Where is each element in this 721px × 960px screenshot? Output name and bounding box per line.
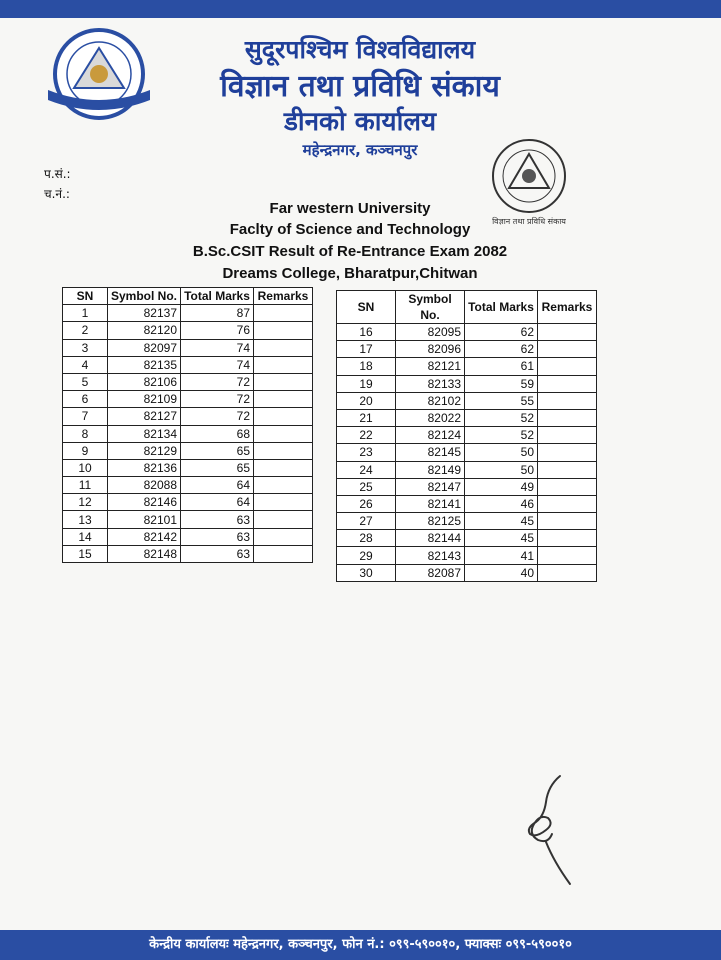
row-remarks [254,442,313,459]
row-symbol: 82097 [108,339,181,356]
row-sn: 6 [63,391,108,408]
table-row [337,375,597,392]
row-sn: 8 [63,425,108,442]
row-remarks [254,408,313,425]
table-row [337,513,597,530]
row-sn: 12 [63,494,108,511]
row-symbol: 82144 [396,530,465,547]
row-remarks [538,564,597,581]
row-symbol: 82146 [108,494,181,511]
row-sn: 30 [337,564,396,581]
table-row [337,564,597,581]
row-marks: 41 [465,547,538,564]
table-row [337,409,597,426]
row-symbol: 82125 [396,513,465,530]
row-sn: 4 [63,356,108,373]
row-symbol: 82133 [396,375,465,392]
row-sn: 25 [337,478,396,495]
header-location: महेन्द्रनगर, कञ्चनपुर [302,141,418,159]
header-office-name: डीनको कार्यालय [283,107,437,137]
row-marks: 45 [465,530,538,547]
row-marks: 50 [465,444,538,461]
row-marks: 63 [181,528,254,545]
row-symbol: 82136 [108,459,181,476]
col-remarks: Remarks [254,288,313,305]
row-remarks [254,459,313,476]
col-sn: SN [337,291,396,324]
table-row [337,495,597,512]
row-sn: 19 [337,375,396,392]
row-symbol: 82134 [108,425,181,442]
row-symbol: 82106 [108,373,181,390]
row-sn: 14 [63,528,108,545]
row-remarks [538,324,597,341]
row-sn: 5 [63,373,108,390]
table-2-body [337,324,597,582]
col-remarks: Remarks [538,291,597,324]
row-symbol: 82088 [108,477,181,494]
row-symbol: 82147 [396,478,465,495]
row-marks: 52 [465,427,538,444]
row-sn: 3 [63,339,108,356]
row-sn: 9 [63,442,108,459]
row-remarks [254,373,313,390]
row-remarks [538,513,597,530]
row-sn: 1 [63,305,108,322]
row-symbol: 82101 [108,511,181,528]
table-row [63,459,313,476]
row-marks: 64 [181,494,254,511]
col-sn: SN [63,288,108,305]
row-remarks [254,511,313,528]
reference-lines [44,164,71,204]
row-marks: 76 [181,322,254,339]
row-sn: 27 [337,513,396,530]
row-symbol: 82121 [396,358,465,375]
signature [518,772,578,887]
row-sn: 20 [337,392,396,409]
university-logo [44,26,154,126]
row-symbol: 82135 [108,356,181,373]
table-row [337,461,597,478]
row-symbol: 82109 [108,391,181,408]
row-marks: 65 [181,459,254,476]
table-row [63,339,313,356]
row-remarks [254,322,313,339]
row-marks: 65 [181,442,254,459]
table-row [63,494,313,511]
row-remarks [538,547,597,564]
row-symbol: 82148 [108,545,181,562]
title-university: Far western University [269,200,431,217]
row-sn: 15 [63,545,108,562]
row-remarks [538,478,597,495]
row-marks: 62 [465,324,538,341]
row-marks: 74 [181,339,254,356]
row-remarks [538,530,597,547]
row-sn: 21 [337,409,396,426]
row-remarks [538,409,597,426]
row-sn: 17 [337,341,396,358]
seal-text: विज्ञान तथा प्रविधि संकाय [492,217,566,226]
row-symbol: 82095 [396,324,465,341]
table-row [63,391,313,408]
table-row [337,324,597,341]
row-sn: 16 [337,324,396,341]
footer-contact: केन्द्रीय कार्यालयः महेन्द्रनगर, कञ्चनपुर, फोन नं.: ०९९-५९००१०, फ्याक्सः ०९९-५९००१० [0,930,721,960]
row-remarks [254,305,313,322]
ref-chn: च.नं.: [44,187,70,201]
row-marks: 45 [465,513,538,530]
row-sn: 28 [337,530,396,547]
row-symbol: 82141 [396,495,465,512]
row-marks: 63 [181,545,254,562]
row-marks: 61 [465,358,538,375]
ref-ps: प.सं.: [44,167,71,181]
row-symbol: 82096 [396,341,465,358]
header-faculty-name: विज्ञान तथा प्रविधि संकाय [220,69,500,104]
table-row [63,545,313,562]
row-marks: 72 [181,391,254,408]
row-marks: 55 [465,392,538,409]
row-symbol: 82127 [108,408,181,425]
col-symbol: Symbol No. [108,288,181,305]
row-remarks [538,444,597,461]
row-marks: 74 [181,356,254,373]
row-symbol: 82145 [396,444,465,461]
row-marks: 49 [465,478,538,495]
row-symbol: 82022 [396,409,465,426]
table-row [337,392,597,409]
row-remarks [538,358,597,375]
row-marks: 62 [465,341,538,358]
row-marks: 72 [181,373,254,390]
row-marks: 46 [465,495,538,512]
row-remarks [538,495,597,512]
row-remarks [254,425,313,442]
row-sn: 13 [63,511,108,528]
row-remarks [254,339,313,356]
top-color-bar [0,0,721,18]
row-symbol: 82124 [396,427,465,444]
table-row [337,444,597,461]
table-row [337,478,597,495]
table-row [63,305,313,322]
row-symbol: 82120 [108,322,181,339]
table-row [63,477,313,494]
row-sn: 22 [337,427,396,444]
row-symbol: 82137 [108,305,181,322]
row-sn: 2 [63,322,108,339]
row-marks: 64 [181,477,254,494]
row-remarks [538,461,597,478]
table-row [63,511,313,528]
col-marks: Total Marks [465,291,538,324]
row-marks: 40 [465,564,538,581]
row-marks: 63 [181,511,254,528]
row-remarks [254,477,313,494]
row-remarks [538,375,597,392]
table-row [337,427,597,444]
row-remarks [254,528,313,545]
row-sn: 29 [337,547,396,564]
table-row [337,547,597,564]
row-symbol: 82102 [396,392,465,409]
col-marks: Total Marks [181,288,254,305]
table-row [63,408,313,425]
table-row [63,425,313,442]
row-sn: 11 [63,477,108,494]
row-sn: 7 [63,408,108,425]
row-marks: 87 [181,305,254,322]
row-sn: 26 [337,495,396,512]
row-remarks [254,356,313,373]
row-remarks [254,494,313,511]
col-symbol: Symbol No. [396,291,465,324]
table-row [63,528,313,545]
table-1-body [63,305,313,563]
row-sn: 24 [337,461,396,478]
title-college: Dreams College, Bharatpur,Chitwan [222,265,478,282]
table-row [63,356,313,373]
table-row [63,373,313,390]
row-marks: 50 [465,461,538,478]
row-symbol: 82142 [108,528,181,545]
row-marks: 68 [181,425,254,442]
row-marks: 59 [465,375,538,392]
row-symbol: 82087 [396,564,465,581]
row-marks: 72 [181,408,254,425]
table-row [337,358,597,375]
row-symbol: 82149 [396,461,465,478]
results-table-2 [336,290,597,582]
title-exam: B.Sc.CSIT Result of Re-Entrance Exam 2082 [192,243,508,260]
row-remarks [538,427,597,444]
row-remarks [254,391,313,408]
row-sn: 10 [63,459,108,476]
row-sn: 18 [337,358,396,375]
header-university-name: सुदूरपश्चिम विश्वविद्यालय [244,35,476,64]
results-table-1 [62,287,313,563]
table-row [63,442,313,459]
row-symbol: 82143 [396,547,465,564]
title-faculty: Faclty of Science and Technology [229,221,471,238]
row-symbol: 82129 [108,442,181,459]
row-marks: 52 [465,409,538,426]
row-remarks [254,545,313,562]
row-remarks [538,341,597,358]
row-sn: 23 [337,444,396,461]
table-row [63,322,313,339]
table-row [337,341,597,358]
row-remarks [538,392,597,409]
table-row [337,530,597,547]
